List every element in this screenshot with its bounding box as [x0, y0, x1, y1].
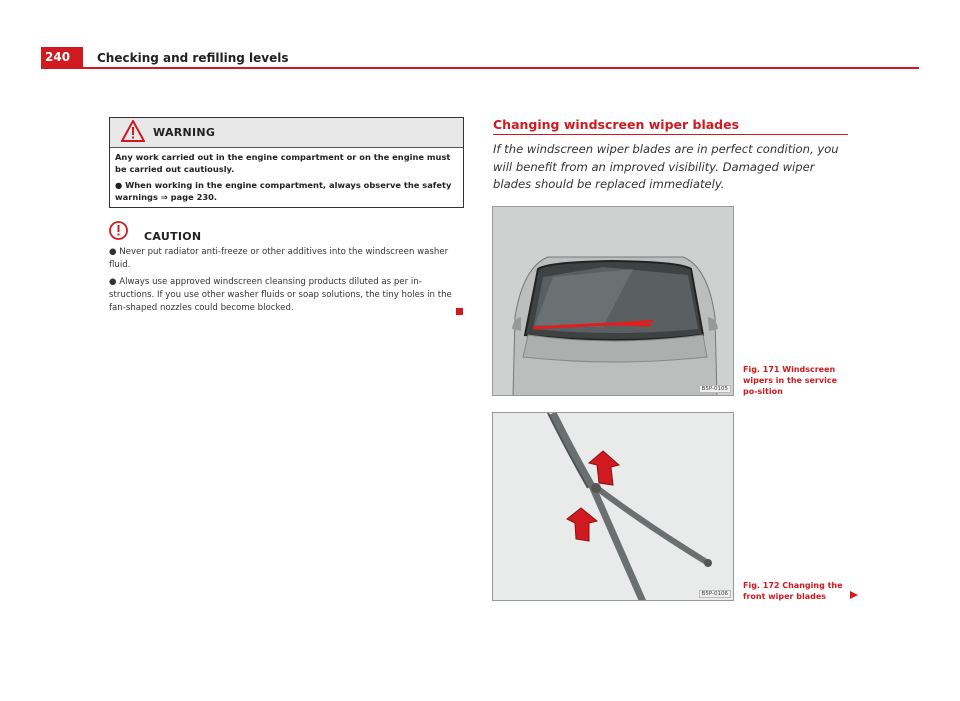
figure-caption: Fig. 171 Windscreen wipers in the service po-sition — [743, 365, 837, 396]
figure-code: B5P-0106 — [699, 590, 731, 598]
caution-header — [109, 221, 201, 244]
warning-triangle-icon — [121, 120, 145, 146]
caution-bullet: ● Always use approved windscreen cleansing products diluted as per in-structions. If you use other washer fluids or soap solutions, the tiny holes in the fan-shaped nozzles could become blocked. — [109, 277, 452, 313]
section-title: Changing windscreen wiper blades — [493, 117, 740, 132]
caution-title: CAUTION — [144, 230, 202, 243]
figure-changing-wiper-blades — [492, 412, 734, 601]
warning-box — [109, 117, 464, 208]
car-front-illustration — [493, 207, 734, 396]
section-intro: If the windscreen wiper blades are in perfect condition, you will benefit from an improved visibility. Damaged wiper blades should be replaced immediately. — [493, 142, 839, 191]
caution-body — [109, 246, 464, 319]
continue-arrow-icon — [850, 591, 858, 599]
warning-paragraph: Any work carried out in the engine compartment or on the engine must be carried out cautiously. — [115, 152, 451, 174]
warning-bullet: ● When working in the engine compartment, always observe the safety warnings ⇒ page 230. — [115, 180, 452, 202]
warning-body — [110, 148, 463, 203]
wiper-blade-illustration — [493, 413, 734, 601]
header-title: Checking and refilling levels — [97, 51, 289, 65]
section-rule — [493, 134, 848, 135]
caution-icon — [109, 221, 128, 244]
header-rule — [41, 67, 919, 69]
warning-title: WARNING — [153, 126, 216, 139]
figure-code: B5P-0105 — [699, 385, 731, 393]
section-end-mark — [456, 308, 463, 315]
warning-header — [110, 118, 463, 148]
figure-windscreen-wipers-service — [492, 206, 734, 396]
figure-caption: Fig. 172 Changing the front wiper blades — [743, 581, 843, 601]
caution-bullet: ● Never put radiator anti-freeze or other additives into the windscreen washer fluid. — [109, 247, 449, 270]
page-number: 240 — [41, 47, 83, 68]
